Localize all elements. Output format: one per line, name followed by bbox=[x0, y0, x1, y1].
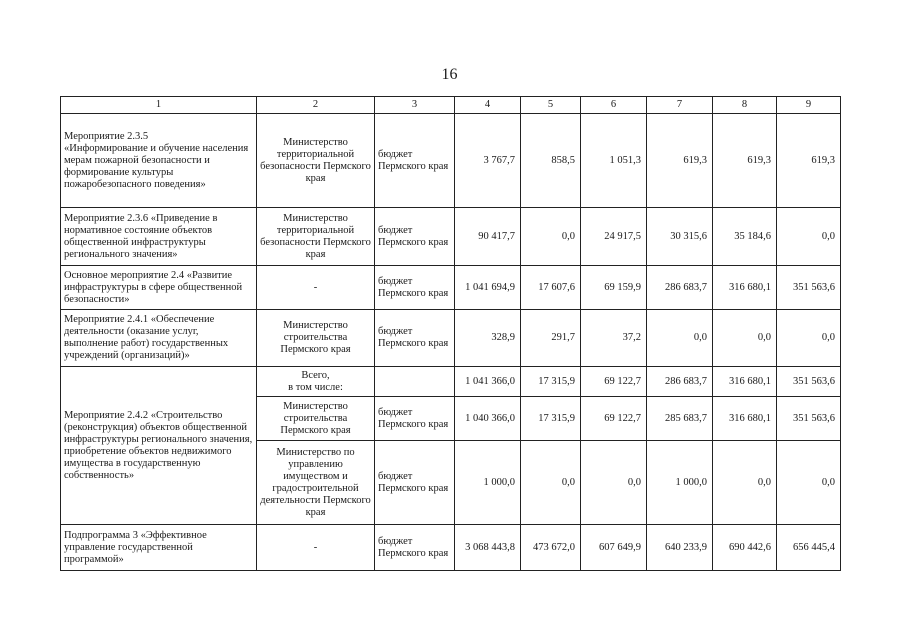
value-cell: 656 445,4 bbox=[777, 525, 841, 571]
table-row bbox=[61, 266, 841, 310]
table-row bbox=[61, 525, 841, 571]
value-cell: 619,3 bbox=[647, 114, 713, 208]
value-cell: 640 233,9 bbox=[647, 525, 713, 571]
table-body bbox=[61, 97, 841, 571]
activity-name-cell: Основное мероприятие 2.4 «Развитие инфраструктуры в сфере общественной безопасности» bbox=[61, 266, 257, 310]
value-cell: 0,0 bbox=[777, 441, 841, 525]
value-cell: 316 680,1 bbox=[713, 397, 777, 441]
value-cell: 285 683,7 bbox=[647, 397, 713, 441]
value-cell: 69 122,7 bbox=[581, 397, 647, 441]
value-cell: 858,5 bbox=[521, 114, 581, 208]
activity-name-cell: Мероприятие 2.3.6 «Приведение в нормативное состояние объектов общественной инфраструктуры регионального значения» bbox=[61, 208, 257, 266]
value-cell: 328,9 bbox=[455, 310, 521, 367]
header-cell: 3 bbox=[375, 97, 455, 114]
header-cell: 8 bbox=[713, 97, 777, 114]
executor-cell: Министерство территориальной безопасности Пермского края bbox=[257, 208, 375, 266]
funding-source-cell: бюджет Пермского края bbox=[375, 114, 455, 208]
table-row bbox=[61, 208, 841, 266]
value-cell: 0,0 bbox=[777, 310, 841, 367]
value-cell: 24 917,5 bbox=[581, 208, 647, 266]
value-cell: 0,0 bbox=[777, 208, 841, 266]
header-row bbox=[61, 97, 841, 114]
value-cell: 619,3 bbox=[777, 114, 841, 208]
funding-source-cell: бюджет Пермского края bbox=[375, 266, 455, 310]
funding-source-cell: бюджет Пермского края bbox=[375, 525, 455, 571]
value-cell: 316 680,1 bbox=[713, 367, 777, 397]
value-cell: 17 607,6 bbox=[521, 266, 581, 310]
executor-cell: Всего, в том числе: bbox=[257, 367, 375, 397]
executor-cell: Министерство строительства Пермского края bbox=[257, 310, 375, 367]
executor-cell: Министерство территориальной безопасности Пермского края bbox=[257, 114, 375, 208]
value-cell: 30 315,6 bbox=[647, 208, 713, 266]
funding-source-cell: бюджет Пермского края bbox=[375, 441, 455, 525]
value-cell: 0,0 bbox=[713, 441, 777, 525]
value-cell: 0,0 bbox=[581, 441, 647, 525]
header-cell: 1 bbox=[61, 97, 257, 114]
funding-source-cell: бюджет Пермского края bbox=[375, 208, 455, 266]
activity-name-cell: Мероприятие 2.4.1 «Обеспечение деятельности (оказание услуг, выполнение работ) государственных учреждений (организаций)» bbox=[61, 310, 257, 367]
activity-name-cell: Подпрограмма 3 «Эффективное управление государственной программой» bbox=[61, 525, 257, 571]
value-cell: 351 563,6 bbox=[777, 367, 841, 397]
value-cell: 0,0 bbox=[521, 441, 581, 525]
value-cell: 619,3 bbox=[713, 114, 777, 208]
table-row bbox=[61, 310, 841, 367]
value-cell: 90 417,7 bbox=[455, 208, 521, 266]
funding-source-cell bbox=[375, 367, 455, 397]
value-cell: 1 040 366,0 bbox=[455, 397, 521, 441]
value-cell: 1 041 694,9 bbox=[455, 266, 521, 310]
value-cell: 17 315,9 bbox=[521, 397, 581, 441]
value-cell: 3 767,7 bbox=[455, 114, 521, 208]
budget-table bbox=[60, 96, 841, 571]
value-cell: 351 563,6 bbox=[777, 397, 841, 441]
value-cell: 316 680,1 bbox=[713, 266, 777, 310]
value-cell: 607 649,9 bbox=[581, 525, 647, 571]
header-cell: 6 bbox=[581, 97, 647, 114]
table-row bbox=[61, 367, 841, 397]
activity-name-cell: Мероприятие 2.4.2 «Строительство (реконструкция) объектов общественной инфраструктуры регионального значения, приобретение объектов недвижимого имущества в государственную собственность» bbox=[61, 367, 257, 525]
value-cell: 286 683,7 bbox=[647, 266, 713, 310]
value-cell: 17 315,9 bbox=[521, 367, 581, 397]
value-cell: 690 442,6 bbox=[713, 525, 777, 571]
header-cell: 2 bbox=[257, 97, 375, 114]
header-cell: 4 bbox=[455, 97, 521, 114]
header-cell: 7 bbox=[647, 97, 713, 114]
value-cell: 473 672,0 bbox=[521, 525, 581, 571]
value-cell: 3 068 443,8 bbox=[455, 525, 521, 571]
value-cell: 351 563,6 bbox=[777, 266, 841, 310]
activity-name-cell: Мероприятие 2.3.5 «Информирование и обучение населения мерам пожарной безопасности и формирование культуры пожаробезопасного поведения» bbox=[61, 114, 257, 208]
value-cell: 0,0 bbox=[713, 310, 777, 367]
value-cell: 69 159,9 bbox=[581, 266, 647, 310]
executor-cell: - bbox=[257, 266, 375, 310]
executor-cell: Министерство по управлению имуществом и градостроительной деятельности Пермского края bbox=[257, 441, 375, 525]
page-number: 16 bbox=[441, 66, 458, 83]
value-cell: 0,0 bbox=[521, 208, 581, 266]
value-cell: 1 000,0 bbox=[647, 441, 713, 525]
executor-cell: - bbox=[257, 525, 375, 571]
funding-source-cell: бюджет Пермского края bbox=[375, 310, 455, 367]
funding-source-cell: бюджет Пермского края bbox=[375, 397, 455, 441]
value-cell: 69 122,7 bbox=[581, 367, 647, 397]
value-cell: 37,2 bbox=[581, 310, 647, 367]
value-cell: 286 683,7 bbox=[647, 367, 713, 397]
value-cell: 0,0 bbox=[647, 310, 713, 367]
value-cell: 1 000,0 bbox=[455, 441, 521, 525]
value-cell: 35 184,6 bbox=[713, 208, 777, 266]
table-row bbox=[61, 114, 841, 208]
value-cell: 1 041 366,0 bbox=[455, 367, 521, 397]
header-cell: 9 bbox=[777, 97, 841, 114]
value-cell: 291,7 bbox=[521, 310, 581, 367]
header-cell: 5 bbox=[521, 97, 581, 114]
executor-cell: Министерство строительства Пермского края bbox=[257, 397, 375, 441]
value-cell: 1 051,3 bbox=[581, 114, 647, 208]
